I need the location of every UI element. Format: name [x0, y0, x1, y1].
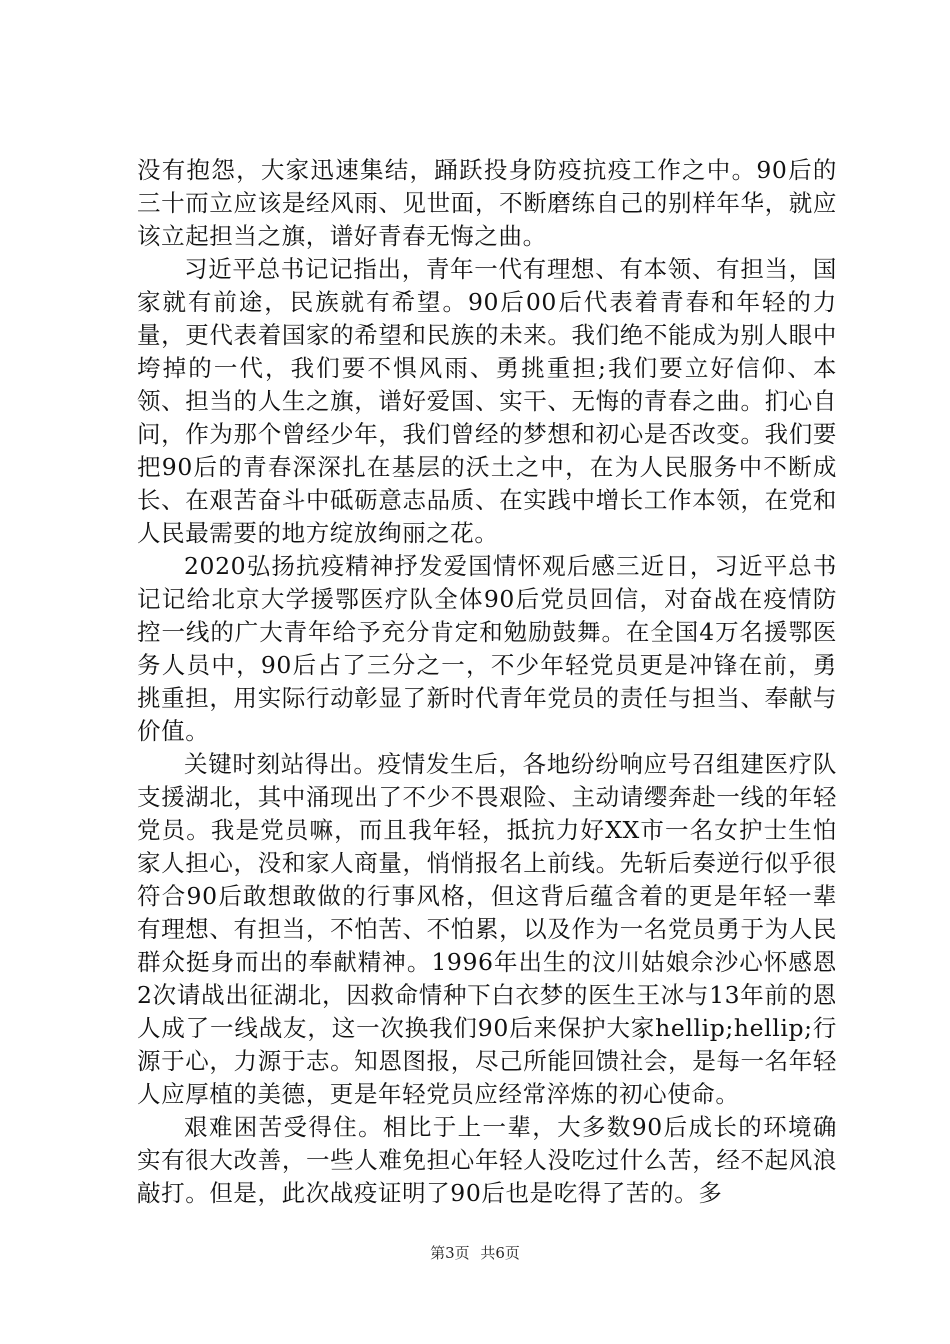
- paragraph: 没有抱怨，大家迅速集结，踊跃投身防疫抗疫工作之中。90后的三十而立应该是经风雨、见世面，不断磨练自己的别样年华，就应该立起担当之旗，谱好青春无悔之曲。: [137, 156, 837, 250]
- page-footer: [0, 1242, 950, 1263]
- paragraph: 2020弘扬抗疫精神抒发爱国情怀观后感三近日，习近平总书记记给北京大学援鄂医疗队全体90后党员回信，对奋战在疫情防控一线的广大青年给予充分肯定和勉励鼓舞。在全国4万名援鄂医务人员中，90后占了三分之一，不少年轻党员更是冲锋在前，勇挑重担，用实际行动彰显了新时代青年党员的责任与担当、奉献与价值。: [137, 552, 837, 745]
- document-body: [137, 154, 837, 1210]
- paragraph: 习近平总书记记指出，青年一代有理想、有本领、有担当，国家就有前途，民族就有希望。90后00后代表着青春和年轻的力量，更代表着国家的希望和民族的未来。我们绝不能成为别人眼中垮掉的一代，我们要不惧风雨、勇挑重担;我们要立好信仰、本领、担当的人生之旗，谱好爱国、实干、无悔的青春之曲。扪心自问，作为那个曾经少年，我们曾经的梦想和初心是否改变。我们要把90后的青春深深扎在基层的沃土之中，在为人民服务中不断成长、在艰苦奋斗中砥砺意志品质、在实践中增长工作本领，在党和人民最需要的地方绽放绚丽之花。: [137, 255, 837, 547]
- paragraph: 艰难困苦受得住。相比于上一辈，大多数90后成长的环境确实有很大改善，一些人难免担心年轻人没吃过什么苦，经不起风浪敲打。但是，此次战疫证明了90后也是吃得了苦的。多: [137, 1113, 837, 1207]
- paragraph: 关键时刻站得出。疫情发生后，各地纷纷响应号召组建医疗队支援湖北，其中涌现出了不少不畏艰险、主动请缨奔赴一线的年轻党员。我是党员嘛，而且我年轻，抵抗力好XX市一名女护士生怕家人担心，没和家人商量，悄悄报名上前线。先斩后奏逆行似乎很符合90后敢想敢做的行事风格，但这背后蕴含着的更是年轻一辈有理想、有担当，不怕苦、不怕累，以及作为一名党员勇于为人民群众挺身而出的奉献精神。1996年出生的汶川姑娘佘沙心怀感恩2次请战出征湖北，因救命情种下白衣梦的医生王冰与13年前的恩人成了一线战友，这一次换我们90后来保护大家hellip;hellip;行源于心，力源于志。知恩图报，尽己所能回馈社会，是每一名年轻人应厚植的美德，更是年轻党员应经常淬炼的初心使命。: [137, 750, 837, 1108]
- page-total: 共6页: [480, 1244, 520, 1262]
- page-number: 第3页: [430, 1244, 470, 1262]
